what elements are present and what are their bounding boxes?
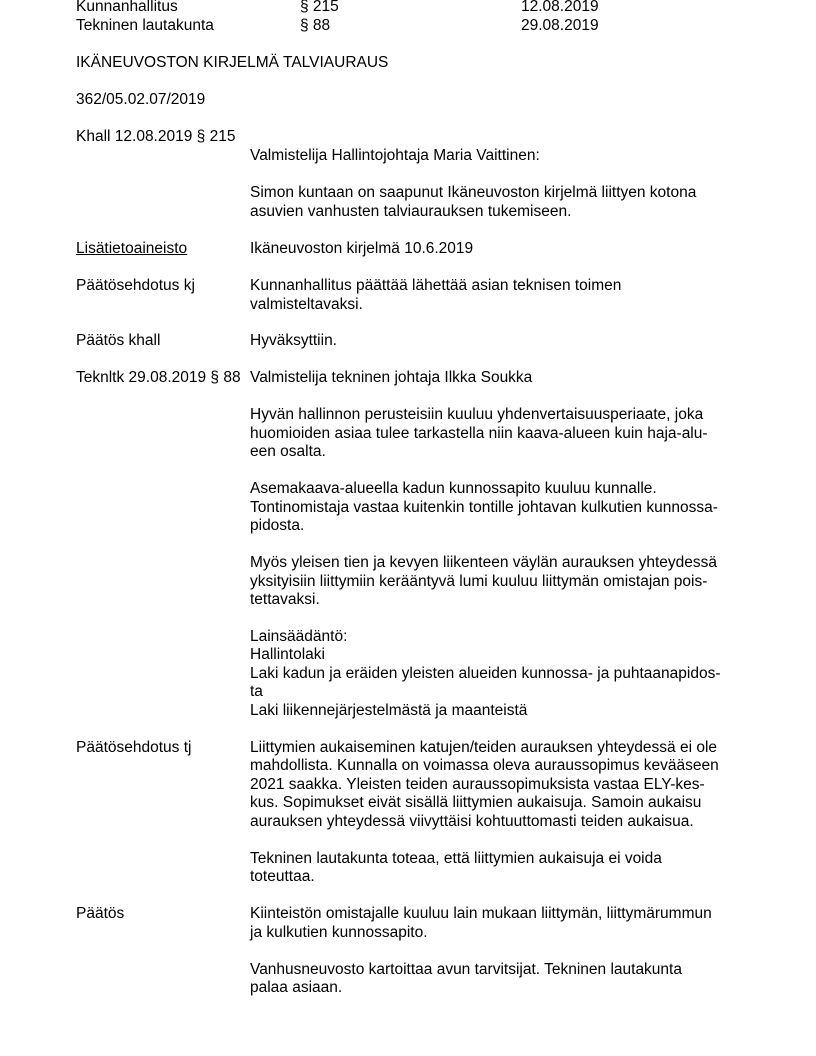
- teknltk-para3-line: yksityisiin liittymiin kerääntyvä lumi kuuluu liittymän omistajan pois-: [250, 573, 708, 590]
- document-title: IKÄNEUVOSTON KIRJELMÄ TALVIAURAUS: [76, 54, 389, 71]
- teknltk-decision2-line: palaa asiaan.: [250, 979, 343, 996]
- additional-material-label: Lisätietoaineisto: [76, 240, 188, 257]
- header-org-1: Kunnanhallitus: [76, 0, 178, 15]
- teknltk-para1-line: huomioiden asiaa tulee tarkastella niin kaava-alueen kuin haja-alu-: [250, 425, 708, 442]
- legislation-line: Hallintolaki: [250, 646, 325, 663]
- khall-preparer: Valmistelija Hallintojohtaja Maria Vaittinen:: [250, 147, 540, 164]
- khall-proposal-line: valmisteltavaksi.: [250, 296, 363, 313]
- legislation-line: Laki kadun ja eräiden yleisten alueiden kunnossa- ja puhtaanapidos-: [250, 665, 721, 682]
- teknltk-decision2-line: Vanhusneuvosto kartoittaa avun tarvitsijat. Tekninen lautakunta: [250, 961, 682, 978]
- khall-proposal-line: Kunnanhallitus päättää lähettää asian teknisen toimen: [250, 277, 622, 294]
- reference-number: 362/05.02.07/2019: [76, 91, 206, 108]
- teknltk-para3-line: Myös yleisen tien ja kevyen liikenteen väylän aurauksen yhteydessä: [250, 554, 717, 571]
- header-date-1: 12.08.2019: [521, 0, 599, 15]
- teknltk-decision-label: Päätös: [76, 905, 125, 922]
- khall-decision-label: Päätös khall: [76, 332, 161, 349]
- teknltk-proposal-line: Liittymien aukaiseminen katujen/teiden aurauksen yhteydessä ei ole: [250, 739, 718, 756]
- teknltk-proposal-line: mahdollista. Kunnalla on voimassa oleva auraussopimus kevääseen: [250, 757, 719, 774]
- teknltk-para2-line: pidosta.: [250, 517, 305, 534]
- teknltk-para3-line: tettavaksi.: [250, 591, 320, 608]
- additional-material-text: Ikäneuvoston kirjelmä 10.6.2019: [250, 240, 474, 257]
- teknltk-decision-line: Kiinteistön omistajalle kuuluu lain mukaan liittymän, liittymärummun: [250, 905, 712, 922]
- header-org-2: Tekninen lautakunta: [76, 17, 214, 34]
- header-section-2: § 88: [300, 17, 331, 34]
- teknltk-para2-line: Tontinomistaja vastaa kuitenkin tontille johtavan kulkutien kunnossa-: [250, 499, 718, 516]
- teknltk-label: Teknltk 29.08.2019 § 88: [76, 369, 241, 386]
- header-date-2: 29.08.2019: [521, 17, 599, 34]
- khall-proposal-label: Päätösehdotus kj: [76, 277, 195, 294]
- teknltk-proposal-line: kus. Sopimukset eivät sisällä liittymien aukaisuja. Samoin aukaisu: [250, 794, 702, 811]
- teknltk-para1-line: Hyvän hallinnon perusteisiin kuuluu yhdenvertaisuusperiaate, joka: [250, 406, 704, 423]
- teknltk-preparer: Valmistelija tekninen johtaja Ilkka Soukka: [250, 369, 533, 386]
- khall-decision-text: Hyväksyttiin.: [250, 332, 337, 349]
- teknltk-para2-line: Asemakaava-alueella kadun kunnossapito kuuluu kunnalle.: [250, 480, 657, 497]
- teknltk-proposal-line: 2021 saakka. Yleisten teiden auraussopimuksista vastaa ELY-kes-: [250, 776, 705, 793]
- khall-intro-line: asuvien vanhusten talviaurauksen tukemiseen.: [250, 203, 572, 220]
- khall-intro-line: Simon kuntaan on saapunut Ikäneuvoston kirjelmä liittyen kotona: [250, 184, 697, 201]
- teknltk-proposal-label: Päätösehdotus tj: [76, 739, 192, 756]
- teknltk-para1-line: een osalta.: [250, 443, 326, 460]
- header-section-1: § 215: [300, 0, 339, 15]
- legislation-line: ta: [250, 683, 263, 700]
- teknltk-proposal-line: aurauksen yhteydessä viivyttäisi kohtuuttomasti teiden aukaisua.: [250, 813, 694, 830]
- teknltk-proposal2-line: Tekninen lautakunta toteaa, että liittymien aukaisuja ei voida: [250, 850, 662, 867]
- legislation-line: Lainsäädäntö:: [250, 628, 348, 645]
- legislation-line: Laki liikennejärjestelmästä ja maanteistä: [250, 702, 528, 719]
- teknltk-proposal2-line: toteuttaa.: [250, 868, 315, 885]
- khall-label: Khall 12.08.2019 § 215: [76, 128, 236, 145]
- teknltk-decision-line: ja kulkutien kunnossapito.: [250, 924, 428, 941]
